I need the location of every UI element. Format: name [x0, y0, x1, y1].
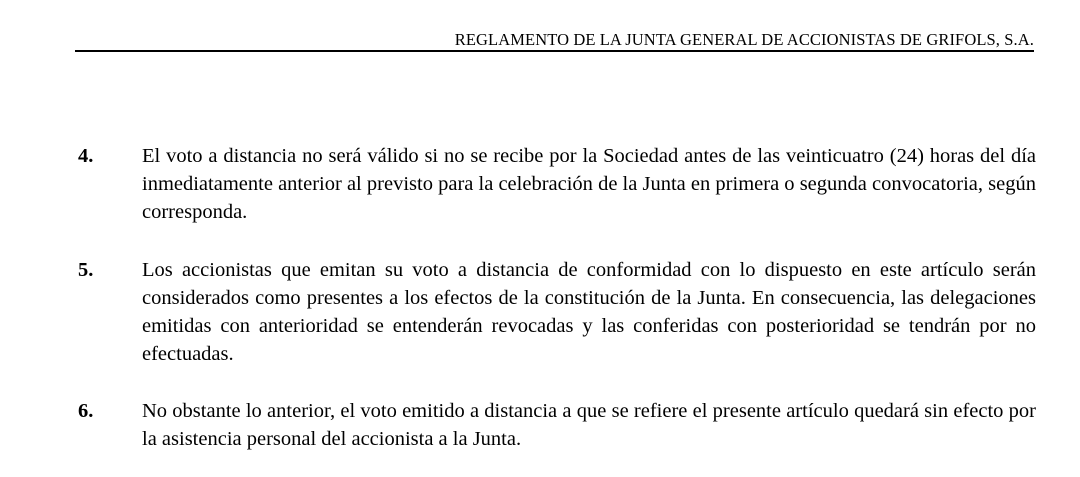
- clause-text: El voto a distancia no será válido si no se recibe por la Sociedad antes de las veinticuatro (24) horas del día inmediatamente anterior al previsto para la celebración de la Junta en primera o segunda convocatoria, según corresponda.: [142, 145, 1036, 223]
- clause-number: 6.: [78, 400, 94, 422]
- clause-text: Los accionistas que emitan su voto a distancia de conformidad con lo dispuesto en este artículo serán considerados como presentes a los efectos de la constitución de la Junta. En consecuencia, las delegaciones emitidas con anterioridad se entenderán revocadas y las conferidas con posterioridad se tendrán por no efectuadas.: [142, 259, 1036, 365]
- page-header: [75, 0, 1034, 52]
- document-title: REGLAMENTO DE LA JUNTA GENERAL DE ACCIONISTAS DE GRIFOLS, S.A.: [454, 30, 1034, 49]
- clause-number: 5.: [78, 259, 94, 281]
- clause-text: No obstante lo anterior, el voto emitido a distancia a que se refiere el presente artículo quedará sin efecto por la asistencia personal del accionista a la Junta.: [142, 400, 1036, 450]
- clause-number: 4.: [78, 145, 94, 167]
